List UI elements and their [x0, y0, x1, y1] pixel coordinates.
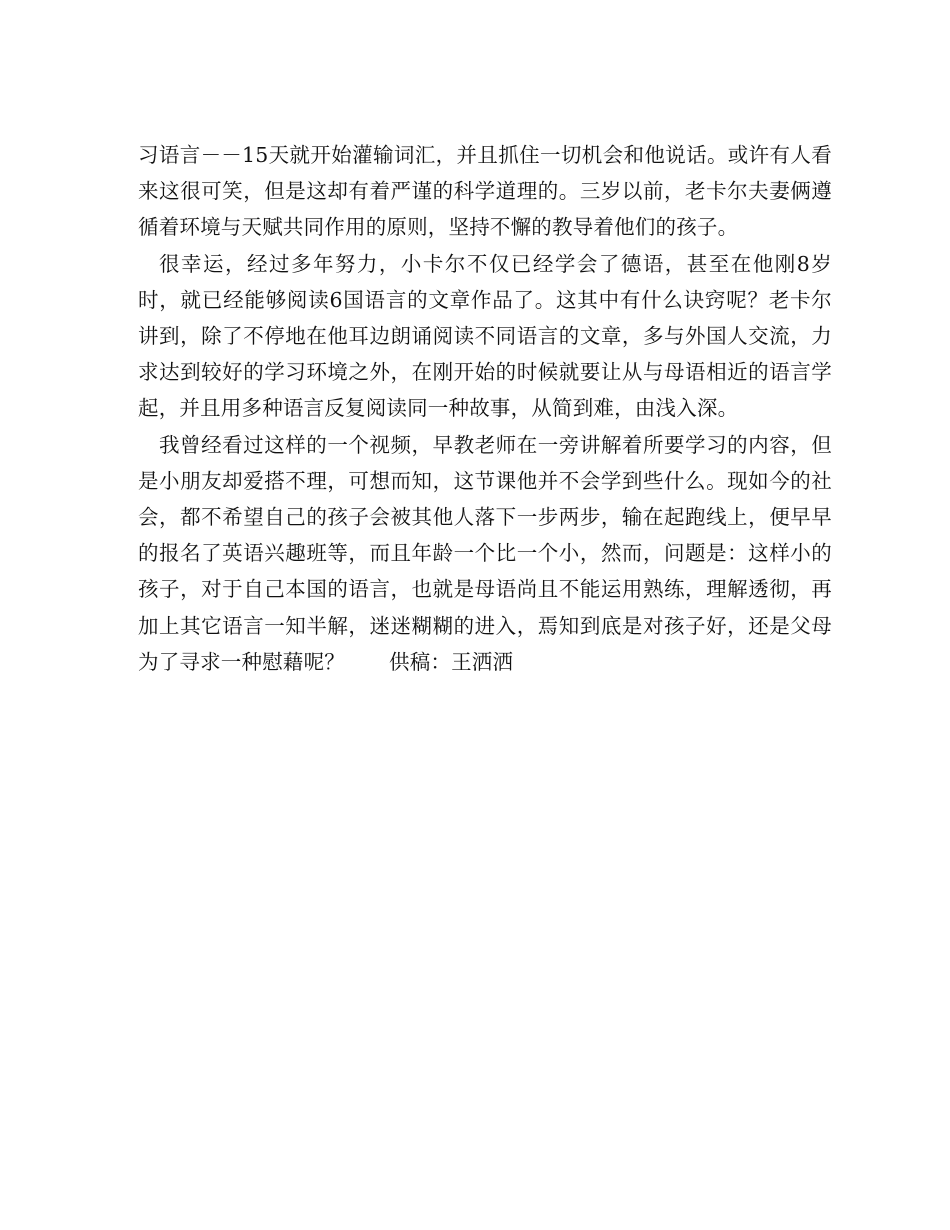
paragraph-3 — [138, 427, 832, 680]
paragraph-2: 很幸运，经过多年努力，小卡尔不仅已经学会了德语，甚至在他刚8岁时，就已经能够阅读6国语言的文章作品了。这其中有什么诀窍呢？老卡尔讲到，除了不停地在他耳边朗诵阅读不同语言的文章，多与外国人交流，力求达到较好的学习环境之外，在刚开始的时候就要让从与母语相近的语言学起，并且用多种语言反复阅读同一种故事，从简到难，由浅入深。 — [138, 251, 832, 421]
article-body — [138, 137, 832, 680]
paragraph-1: 习语言－－15天就开始灌输词汇，并且抓住一切机会和他说话。或许有人看来这很可笑，但是这却有着严谨的科学道理的。三岁以前，老卡尔夫妻俩遵循着环境与天赋共同作用的原则，坚持不懈的教导着他们的孩子。 — [138, 143, 832, 240]
author-credit: 供稿：王洒洒 — [389, 649, 514, 674]
paragraph-3-text: 我曾经看过这样的一个视频，早教老师在一旁讲解着所要学习的内容，但是小朋友却爱搭不理，可想而知，这节课他并不会学到些什么。现如今的社会，都不希望自己的孩子会被其他人落下一步两步，输在起跑线上，便早早的报名了英语兴趣班等，而且年龄一个比一个小，然而，问题是：这样小的孩子，对于自己本国的语言，也就是母语尚且不能运用熟练，理解透彻，再加上其它语言一知半解，迷迷糊糊的进入，焉知到底是对孩子好，还是父母为了寻求一种慰藉呢？ — [138, 432, 832, 674]
